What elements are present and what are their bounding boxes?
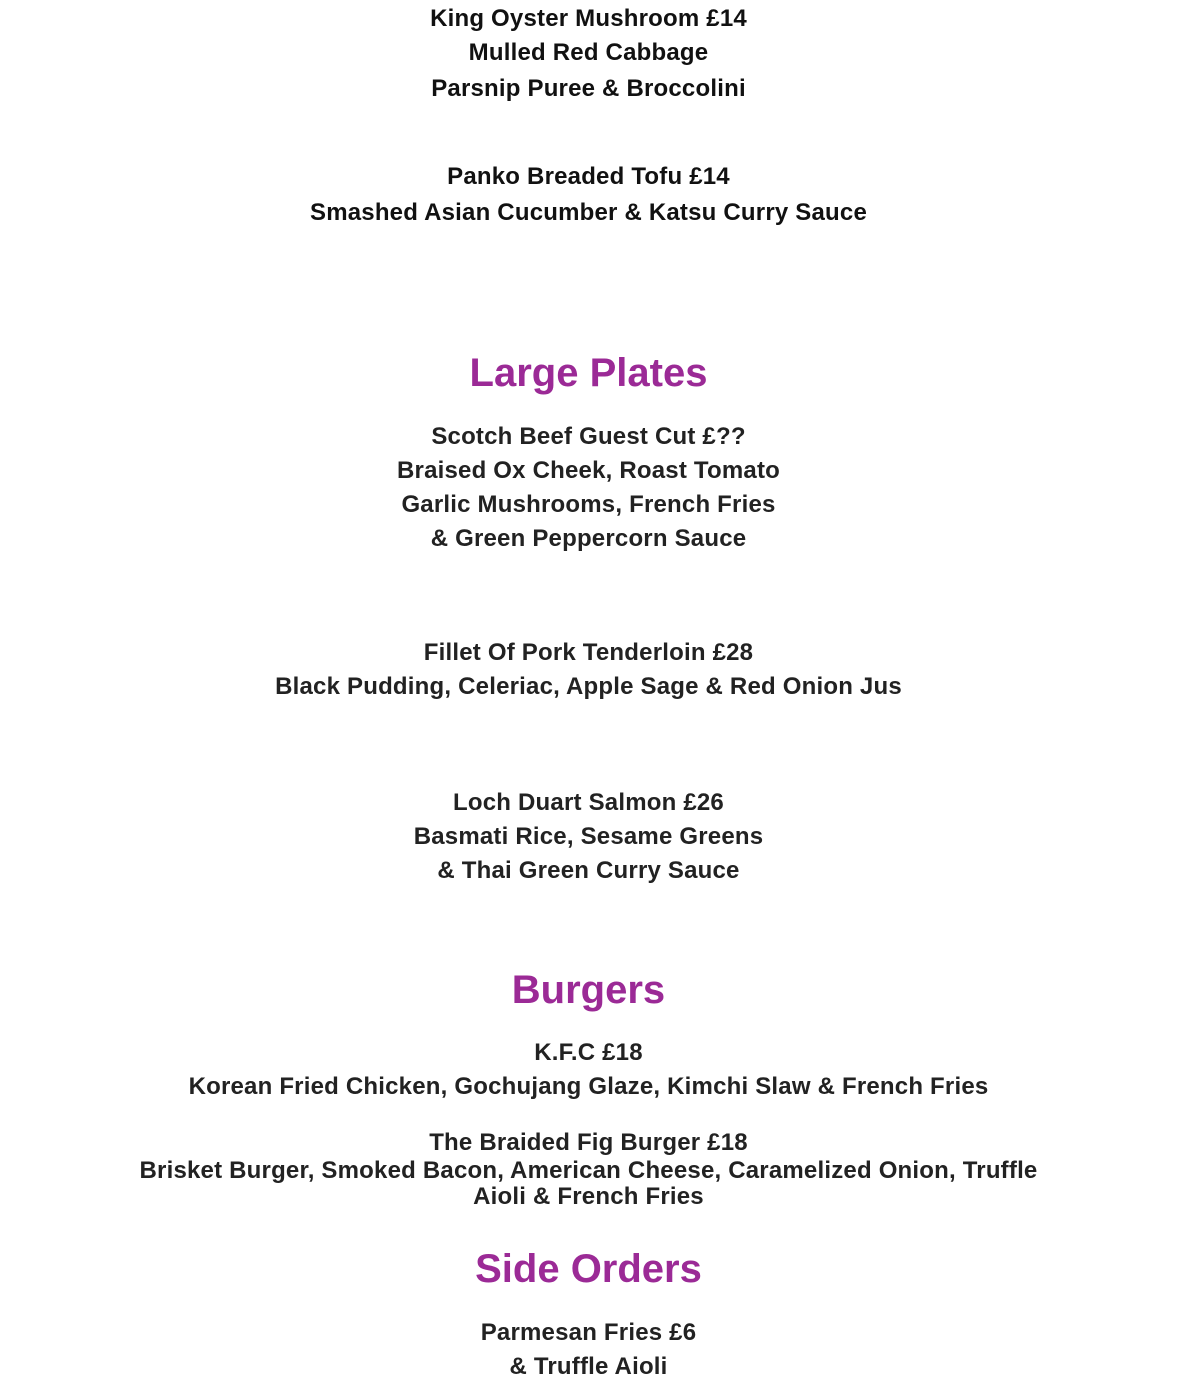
menu-item-description: Garlic Mushrooms, French Fries <box>401 491 776 518</box>
menu-item-name: Loch Duart Salmon £26 <box>453 789 724 816</box>
menu-item-description: Parsnip Puree & Broccolini <box>431 75 746 102</box>
menu-item-description: Basmati Rice, Sesame Greens <box>413 823 764 850</box>
menu-item-description: Brisket Burger, Smoked Bacon, American Cheese, Caramelized Onion, Truffle <box>139 1157 1038 1184</box>
menu-item-name: Parmesan Fries £6 <box>480 1319 697 1346</box>
section-heading-burgers: Burgers <box>511 968 666 1012</box>
menu-item-description: & Thai Green Curry Sauce <box>437 857 740 884</box>
menu-item-description: Aioli & French Fries <box>473 1183 704 1210</box>
section-heading-large-plates: Large Plates <box>469 351 708 395</box>
menu-item-name: The Braided Fig Burger £18 <box>429 1129 748 1156</box>
menu-item-name: Scotch Beef Guest Cut £?? <box>431 423 746 450</box>
menu-item-name: K.F.C £18 <box>534 1039 643 1066</box>
menu-item-description: & Green Peppercorn Sauce <box>430 525 747 552</box>
menu-item-description: Braised Ox Cheek, Roast Tomato <box>397 457 780 484</box>
menu-item-description: Black Pudding, Celeriac, Apple Sage & Red Onion Jus <box>275 673 902 700</box>
menu-item-description: Smashed Asian Cucumber & Katsu Curry Sauce <box>309 199 867 226</box>
menu-item-description: Mulled Red Cabbage <box>468 39 709 66</box>
menu-item-description: & Truffle Aioli <box>509 1353 668 1380</box>
menu-item-name: Fillet Of Pork Tenderloin £28 <box>423 639 754 666</box>
section-heading-side-orders: Side Orders <box>475 1247 702 1291</box>
menu-item-name: Panko Breaded Tofu £14 <box>447 163 730 190</box>
menu-item-description: Korean Fried Chicken, Gochujang Glaze, Kimchi Slaw & French Fries <box>188 1073 989 1100</box>
menu-item-name: King Oyster Mushroom £14 <box>430 5 747 32</box>
